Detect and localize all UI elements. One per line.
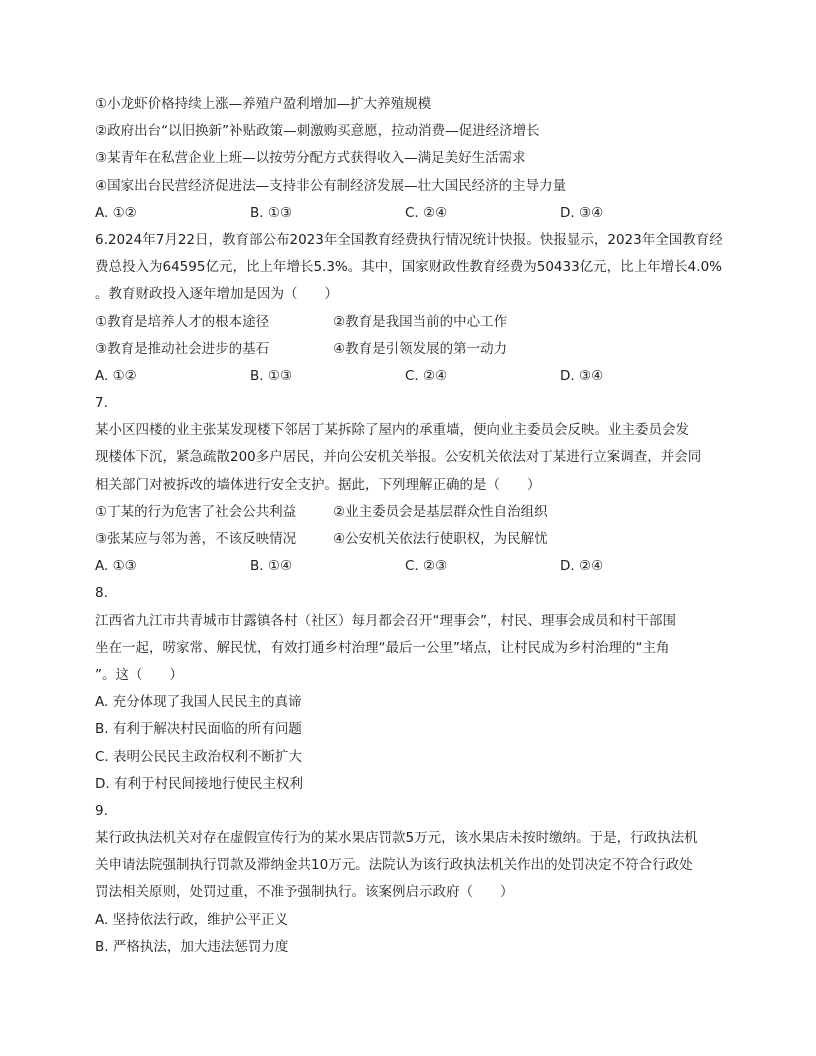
option-a: A. ①② xyxy=(95,367,137,384)
option-d: D. ③④ xyxy=(560,204,604,221)
option-c: C. ②④ xyxy=(405,204,448,221)
question-stem-line: 现楼体下沉，紧急疏散200多户居民，并向公安机关举报。公安机关依法对丁某进行立案调查，并会同 xyxy=(95,449,702,466)
question-stem-line: 江西省九江市共青城市甘露镇各村（社区）每月都会召开“理事会”，村民、理事会成员和村干部围 xyxy=(95,612,676,629)
question-9 xyxy=(95,798,725,961)
statement-3: ③某青年在私营企业上班—以按劳分配方式获得收入—满足美好生活需求 xyxy=(95,150,526,167)
option-d: D. ③④ xyxy=(560,367,604,384)
question-stem-line: 关申请法院强制执行罚款及滞纳金共10万元。法院认为该行政执法机关作出的处罚决定不符合行政处 xyxy=(95,857,693,874)
statement-1: ①教育是培养人才的根本途径 xyxy=(95,313,270,330)
option-c: C. 表明公民民主政治权利不断扩大 xyxy=(95,748,303,765)
statement-4: ④国家出台民营经济促进法—支持非公有制经济发展—壮大国民经济的主导力量 xyxy=(95,177,567,194)
question-stem-line: 罚法相关原则，处罚过重，不准予强制执行。该案例启示政府（ ） xyxy=(95,884,514,901)
question-stem-line: 费总投入为64595亿元，比上年增长5.3%。其中，国家财政性教育经费为50433亿元，比上年增长4.0% xyxy=(95,259,722,276)
answer-options xyxy=(95,363,725,390)
option-b: B. ①③ xyxy=(250,204,293,221)
statement-3: ③教育是推动社会进步的基石 xyxy=(95,340,270,357)
statement-row xyxy=(95,499,725,526)
question-5-continued xyxy=(95,91,725,227)
option-d: D. 有利于村民间接地行使民主权利 xyxy=(95,775,303,792)
statement-1: ①丁某的行为危害了社会公共利益 xyxy=(95,503,297,520)
statement-2: ②业主委员会是基层群众性自治组织 xyxy=(333,503,548,520)
question-stem-line: 相关部门对被拆改的墙体进行安全支护。据此，下列理解正确的是（ ） xyxy=(95,476,541,493)
question-number: 8. xyxy=(95,585,108,602)
statement-4: ④教育是引领发展的第一动力 xyxy=(333,340,508,357)
answer-options xyxy=(95,553,725,580)
statement-2: ②政府出台“以旧换新”补贴政策—刺激购买意愿，拉动消费—促进经济增长 xyxy=(95,123,540,140)
question-stem-line: 某行政执法机关对存在虚假宣传行为的某水果店罚款5万元，该水果店未按时缴纳。于是，行政执法机 xyxy=(95,830,698,847)
option-b: B. 有利于解决村民面临的所有问题 xyxy=(95,721,302,738)
statement-row xyxy=(95,336,725,363)
option-c: C. ②④ xyxy=(405,367,448,384)
statement-1: ①小龙虾价格持续上涨—养殖户盈利增加—扩大养殖规模 xyxy=(95,96,432,112)
question-stem-line: 。教育财政投入逐年增加是因为（ ） xyxy=(95,286,338,303)
option-a: A. 坚持依法行政，维护公平正义 xyxy=(95,911,289,928)
option-d: D. ②④ xyxy=(560,558,604,575)
question-8 xyxy=(95,580,725,798)
statement-3: ③张某应与邻为善，不该反映情况 xyxy=(95,531,297,547)
question-6 xyxy=(95,227,725,390)
statement-4: ④公安机关依法行使职权，为民解忧 xyxy=(333,531,548,547)
question-stem-line: 坐在一起，唠家常、解民忧，有效打通乡村治理“最后一公里”堵点，让村民成为乡村治理的“主角 xyxy=(95,639,670,656)
answer-options xyxy=(95,200,725,227)
exam-page xyxy=(95,91,725,961)
question-number: 9. xyxy=(95,802,108,819)
question-stem-line: 某小区四楼的业主张某发现楼下邻居丁某拆除了屋内的承重墙，便向业主委员会反映。业主委员会发 xyxy=(95,422,689,439)
option-a: A. 充分体现了我国人民民主的真谛 xyxy=(95,694,302,711)
statement-row xyxy=(95,526,725,553)
option-b: B. ①③ xyxy=(250,367,293,384)
question-number: 7. xyxy=(95,395,108,412)
statement-2: ②教育是我国当前的中心工作 xyxy=(333,313,508,330)
question-7 xyxy=(95,390,725,580)
statement-row xyxy=(95,309,725,336)
question-stem-line: 6.2024年7月22日，教育部公布2023年全国教育经费执行情况统计快报。快报显示，2023年全国教育经 xyxy=(95,231,723,248)
option-a: A. ①③ xyxy=(95,558,137,575)
option-c: C. ②③ xyxy=(405,558,448,575)
question-stem-line: ”。这（ ） xyxy=(95,666,183,683)
option-b: B. 严格执法，加大违法惩罚力度 xyxy=(95,938,289,955)
option-a: A. ①② xyxy=(95,204,137,221)
option-b: B. ①④ xyxy=(250,558,293,575)
